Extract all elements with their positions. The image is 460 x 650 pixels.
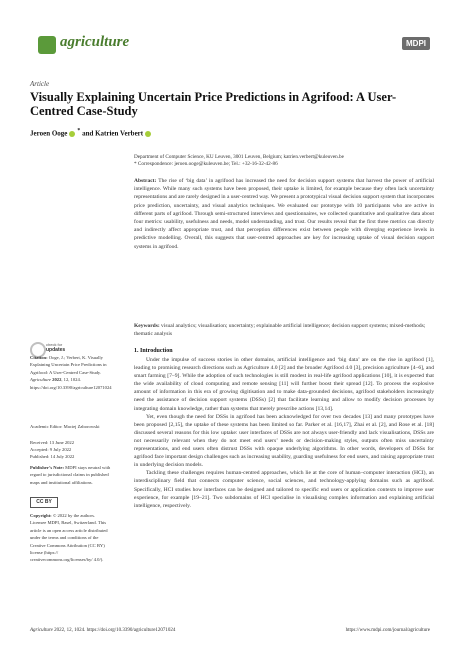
article-type: Article [30, 80, 50, 88]
author-mark: * [77, 128, 81, 134]
orcid-icon[interactable] [69, 131, 75, 137]
accepted-date: Accepted: 9 July 2022 [30, 447, 72, 453]
paragraph: Under the impulse of success stories in other domains, artificial intelligence and ‘big data’ are on the rise in agrifood [1], leading to promising research directions such as Agriculture 4.0 [2] and the broader Agrifood 4.0 [3], precision agriculture [4–6], and smart farming [7–9]. While the adoption of such technologies is still modest in real-life agrifood applications [10], it is expected that the wide availability of cloud computing and remote sensing [11] will further boost their spread [12]. To process the explosive amount of information in this era of growing digitisation and to make data-grounded decisions, agrifood stakeholders increasingly need the assistance of decision support systems (DSSs) [2] that facilitate learning and allow to modify decision processes by integrating domain knowledge, rather than systems that merely prescribe actions [13,14]. [134, 357, 434, 412]
cc-license-icon[interactable]: CC BY [30, 497, 58, 508]
journal-name: agriculture [60, 34, 130, 50]
check-updates-label: check for [46, 342, 63, 347]
footer-journal-url[interactable]: https://www.mdpi.com/journal/agriculture [345, 628, 430, 633]
dates-block [30, 439, 112, 461]
correspondence-line: * Correspondence: jeroen.ooge@kuleuven.be; Tel.: +32-16-32-42-86 [134, 161, 278, 167]
orcid-icon[interactable] [145, 131, 151, 137]
citation-label: Citation: [30, 355, 48, 360]
keywords [134, 322, 434, 338]
citation-doi[interactable]: , 12, 1024. https://doi.org/10.3390/agriculture12071024 [30, 377, 112, 390]
abstract [134, 177, 434, 251]
publisher-note-text: MDPI stays neutral with regard to jurisdictional claims in published maps and institutional affiliations. [30, 465, 111, 485]
section-heading: 1. Introduction [134, 348, 173, 354]
copyright-block [30, 512, 112, 564]
copyright-label: Copyright: [30, 513, 52, 518]
affiliation-line: Department of Computer Science, KU Leuven, 3001 Leuven, Belgium; katrien.verbert@kuleuven.be [134, 154, 344, 160]
author-name: Jeroen Ooge [30, 129, 68, 138]
citation-text: Ooge, J.; Verbert, K. Visually Explaining Uncertain Price Predictions in Agrifood: A User-Centred Case-Study. [30, 355, 107, 375]
footer-doi[interactable]: 2022, 12, 1024. https://doi.org/10.3390/agriculture12071024 [54, 628, 176, 633]
received-date: Received: 13 June 2022 [30, 440, 75, 445]
citation-journal: Agriculture [30, 377, 52, 383]
copyright-text: © 2022 by the authors. Licensee MDPI, Basel, Switzerland. This article is an open access article distributed under the terms and conditions of the Creative Commons Attribution (CC BY) license (https:// creativecommons.org/licenses/by/ 4.0/). [30, 513, 108, 563]
abstract-label: Abstract: [134, 178, 157, 184]
paragraph: Yet, even though the need for DSSs in agrifood has been acknowledged for over two decades [13] and many prototypes have been proposed [2,15], the uptake of these systems has been limited so far. Parker et al. [16,17], Zhai et al. [2], and Rose et al. [18] discussed several reasons for this low uptake: user interfaces of DSSs are not always user-friendly and lack visualisations, DSSs are not necessarily relevant when they do not meet end users’ needs or decision-making styles, outputs often miss uncertainty representations, and end users often distrust DSSs with opaque underlying algorithms. In other words, developers of DSSs for agrifood face important design challenges such as increasing usability, guarding usefulness for end users, and raising appropriate trust in underlying decision models. [134, 413, 434, 469]
journal-logo-icon [38, 36, 56, 54]
keywords-text: visual analytics; visualisation; uncertainty; explainable artificial intelligence; decision support systems; mixed-methods; thematic analysis [134, 323, 426, 338]
paragraph: Tackling these challenges requires human-centred approaches, which lie at the core of human–computer interaction (HCI), an interdisciplinary field that connects computer science, social sciences, and technology-applying domains such as agrifood. Specifically, HCI studies how interfaces can be designed and tailored to specific end users or application contexts to improve user experience, for example [19–21]. Two subdomains of HCI specialise in visualising complex information and explaining artificial intelligence, respectively. [134, 470, 434, 509]
check-updates-label-bold: updates [46, 347, 66, 353]
citation-year: 2022 [52, 377, 62, 383]
published-date: Published: 14 July 2022 [30, 454, 75, 460]
citation-block [30, 354, 112, 391]
affiliation-block [134, 154, 434, 168]
footer-citation [30, 628, 175, 633]
abstract-text: The rise of ‘big data’ in agrifood has increased the need for decision support systems that harvest the power of artificial intelligence. While many such systems have been proposed, their uptake is limited, for example because they often lack uncertainty representations and are rarely designed in a user-centred way. We present a prototypical visual decision support system that incorporates price prediction, uncertainty, and visual analytics techniques. We evaluated our prototype with 10 participants who are active in different parts of agrifood. Through semi-structured interviews and questionnaires, we collected quantitative and qualitative data about four metrics: usability, usefulness and needs, model understanding, and trust. Our results reveal that the first three metrics can directly and indirectly affect appropriate trust, and that perception differences exist between people with diverging experience levels in predictive modelling. Overall, this suggests that user-centred approaches are key for increasing uptake of visual decision support systems in agrifood. [134, 178, 434, 250]
keywords-label: Keywords: [134, 323, 160, 329]
author-conjunction: and [82, 129, 94, 138]
paper-title: Visually Explaining Uncertain Price Predictions in Agrifood: A User-Centred Case-Study [30, 90, 397, 118]
author-name: Katrien Verbert [95, 129, 144, 138]
author-list [30, 128, 153, 137]
publisher-note [30, 464, 112, 486]
publisher-note-label: Publisher’s Note: [30, 465, 64, 470]
footer-journal: Agriculture [30, 628, 53, 633]
publisher-logo: MDPI [402, 37, 430, 50]
introduction-text [134, 356, 434, 510]
academic-editor: Academic Editor: Maciej Zaborowski [30, 424, 100, 429]
